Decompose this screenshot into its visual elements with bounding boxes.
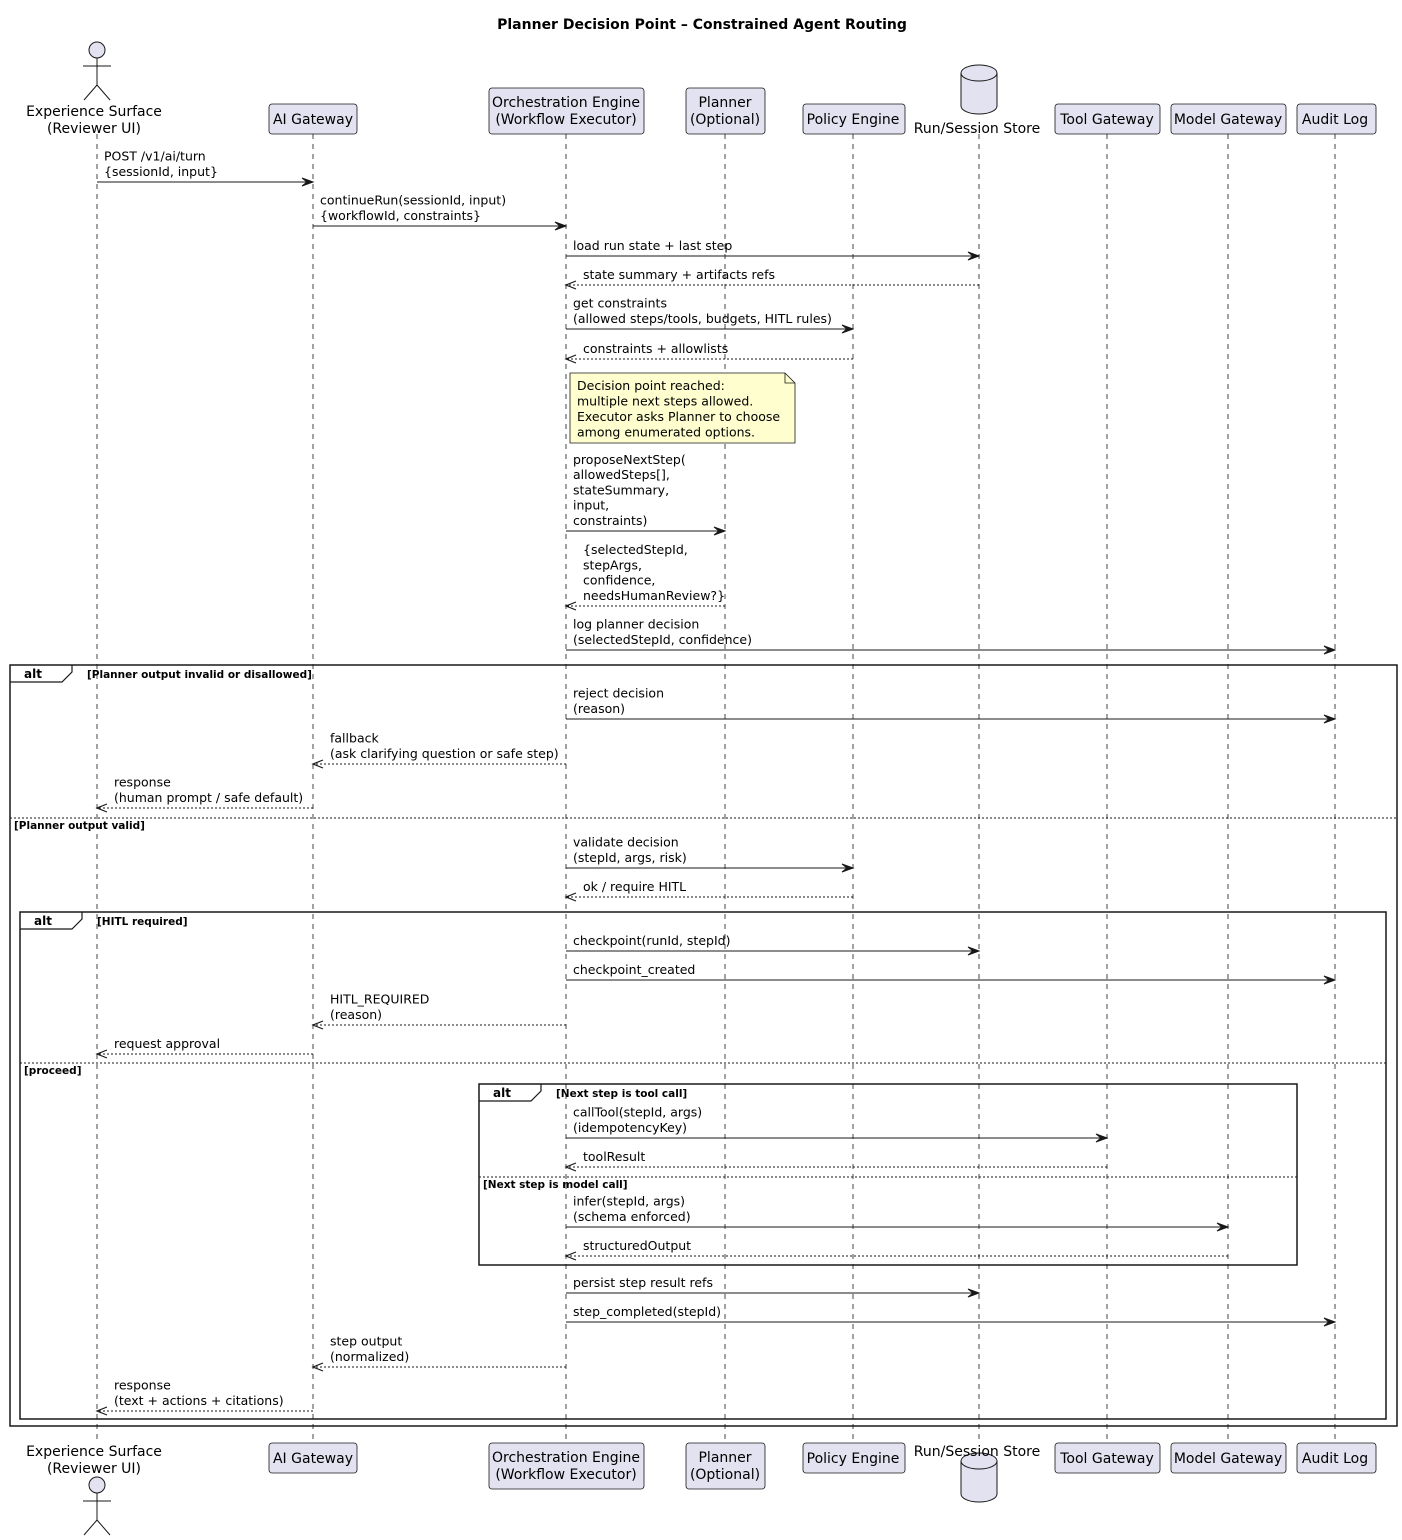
message-10 <box>313 731 566 768</box>
participant-label: Orchestration Engine <box>491 1450 641 1466</box>
participant-label: Model Gateway <box>1173 1451 1283 1467</box>
lifelines <box>97 134 1335 1443</box>
participant-gw-top <box>269 104 357 134</box>
participant-label: Audit Log <box>1301 1451 1369 1467</box>
message-2 <box>566 238 979 260</box>
message-label: reject decision <box>573 685 664 701</box>
message-13 <box>566 879 853 901</box>
message-label: stateSummary, <box>573 482 670 498</box>
message-label: (normalized) <box>330 1349 410 1364</box>
message-label: (idempotencyKey) <box>573 1120 688 1135</box>
message-22 <box>566 1275 979 1297</box>
message-label: get constraints <box>573 295 667 311</box>
message-12 <box>566 835 853 872</box>
fragment-condition: [Next step is tool call] <box>556 1088 688 1100</box>
participant-label: (Workflow Executor) <box>495 1467 637 1483</box>
message-label: (schema enforced) <box>573 1209 691 1224</box>
message-label: proposeNextStep( <box>573 451 686 467</box>
message-label: fallback <box>330 730 379 746</box>
message-label: checkpoint_created <box>573 962 696 977</box>
participant-pol-top <box>803 104 905 134</box>
message-label: constraints) <box>573 513 648 528</box>
message-label: response <box>114 1377 171 1393</box>
arrowhead <box>97 804 107 812</box>
participant-plan-bottom <box>686 1443 765 1489</box>
database-icon-top <box>961 65 997 81</box>
message-4 <box>566 296 853 333</box>
arrowhead <box>97 1050 107 1058</box>
message-18 <box>566 1105 1107 1142</box>
fragment-condition: [HITL required] <box>97 916 188 928</box>
participant-label: (Optional) <box>689 1467 761 1483</box>
message-label: validate decision <box>573 834 679 850</box>
participant-label: Planner <box>698 95 752 111</box>
participant-tool-top <box>1055 104 1160 134</box>
message-label: (ask clarifying question or safe step) <box>330 746 559 761</box>
message-1 <box>313 193 566 230</box>
participant-label: AI Gateway <box>272 1451 354 1467</box>
participant-label: Experience Surface <box>26 1444 162 1460</box>
message-label: (reason) <box>330 1007 383 1022</box>
participant-label: (Reviewer UI) <box>46 1461 142 1477</box>
message-5 <box>566 341 853 363</box>
message-23 <box>566 1304 1335 1326</box>
message-label: structuredOutput <box>583 1238 692 1253</box>
message-14 <box>566 933 979 955</box>
message-20 <box>566 1194 1228 1231</box>
message-label: checkpoint(runId, stepId) <box>573 933 731 948</box>
message-label: constraints + allowlists <box>583 341 729 356</box>
message-label: {workflowId, constraints} <box>320 208 481 223</box>
alt-fragment-1 <box>20 912 1386 1419</box>
message-19 <box>566 1149 1107 1171</box>
participant-orch-bottom <box>489 1443 644 1489</box>
participant-ui-top <box>26 42 162 137</box>
participant-label: Model Gateway <box>1173 112 1283 128</box>
participant-label: (Optional) <box>689 112 761 128</box>
participant-label: Policy Engine <box>806 1451 900 1467</box>
participant-gw-bottom <box>269 1443 357 1473</box>
actor-icon <box>89 1477 105 1493</box>
message-label: log planner decision <box>573 616 700 632</box>
participant-model-top <box>1171 104 1286 134</box>
participant-ui-bottom <box>26 1444 162 1535</box>
message-0 <box>97 149 313 186</box>
participant-tool-bottom <box>1055 1443 1160 1473</box>
message-label: (allowed steps/tools, budgets, HITL rules) <box>573 311 832 326</box>
participant-plan-top <box>686 88 765 134</box>
participant-label: Audit Log <box>1301 112 1369 128</box>
note <box>570 373 795 443</box>
message-label: (selectedStepId, confidence) <box>573 632 752 647</box>
message-label: confidence, <box>583 572 656 588</box>
message-label: (text + actions + citations) <box>114 1393 284 1408</box>
participant-model-bottom <box>1171 1443 1286 1473</box>
message-7 <box>566 542 725 610</box>
message-label: step output <box>330 1333 403 1349</box>
message-11 <box>97 775 313 812</box>
message-label: (human prompt / safe default) <box>114 790 304 805</box>
participant-label: Tool Gateway <box>1060 1451 1154 1467</box>
note-text: among enumerated options. <box>577 424 756 440</box>
participant-label: (Workflow Executor) <box>495 112 637 128</box>
participant-label: Run/Session Store <box>913 1444 1041 1460</box>
arrowhead <box>97 1407 107 1415</box>
message-3 <box>566 267 979 289</box>
participant-label: AI Gateway <box>272 112 354 128</box>
participant-pol-bottom <box>803 1443 905 1473</box>
message-16 <box>313 992 566 1029</box>
message-label: request approval <box>114 1036 221 1051</box>
message-label: infer(stepId, args) <box>573 1193 686 1209</box>
participant-label: (Reviewer UI) <box>46 121 142 137</box>
message-9 <box>566 686 1335 723</box>
participant-orch-top <box>489 88 644 134</box>
message-label: state summary + artifacts refs <box>583 267 776 282</box>
fragment-condition: [Planner output invalid or disallowed] <box>87 669 312 681</box>
message-label: allowedSteps[], <box>573 467 670 483</box>
message-8 <box>566 617 1335 654</box>
participant-label: Planner <box>698 1450 752 1466</box>
participant-label: Tool Gateway <box>1060 112 1154 128</box>
message-24 <box>313 1334 566 1371</box>
message-label: (reason) <box>573 701 626 716</box>
fragment-else-condition: [Planner output valid] <box>14 820 145 832</box>
participant-audit-top <box>1297 104 1376 134</box>
message-label: step_completed(stepId) <box>573 1304 722 1319</box>
actor-leg <box>84 85 97 100</box>
message-label: needsHumanReview?} <box>583 588 726 603</box>
message-15 <box>566 962 1335 984</box>
messages <box>97 149 1335 1415</box>
message-label: toolResult <box>583 1149 646 1164</box>
participant-label: Orchestration Engine <box>491 95 641 111</box>
fragment-tag: alt <box>34 914 52 928</box>
actor-leg <box>97 1520 110 1535</box>
message-label: {selectedStepId, <box>583 542 688 558</box>
actor-leg <box>84 1520 97 1535</box>
fragment-frame <box>20 912 1386 1419</box>
message-label: (stepId, args, risk) <box>573 850 687 865</box>
message-17 <box>97 1036 313 1058</box>
diagram-title: Planner Decision Point – Constrained Agent Routing <box>497 17 907 33</box>
message-label: response <box>114 774 171 790</box>
message-label: HITL_REQUIRED <box>330 991 430 1007</box>
message-label: callTool(stepId, args) <box>573 1104 703 1120</box>
message-label: load run state + last step <box>573 238 733 253</box>
participant-store-bottom <box>914 1444 1040 1502</box>
participant-audit-bottom <box>1297 1443 1376 1473</box>
note-text: multiple next steps allowed. <box>577 393 754 409</box>
participant-label: Policy Engine <box>806 112 900 128</box>
message-label: continueRun(sessionId, input) <box>320 192 507 208</box>
participant-store-top <box>914 65 1040 137</box>
participant-label: Experience Surface <box>26 104 162 120</box>
message-25 <box>97 1378 313 1415</box>
message-label: stepArgs, <box>583 557 642 573</box>
note-text: Decision point reached: <box>577 378 725 393</box>
actor-icon <box>89 42 105 58</box>
actor-leg <box>97 85 110 100</box>
message-label: persist step result refs <box>573 1275 713 1290</box>
fragment-tag: alt <box>493 1086 511 1100</box>
message-label: POST /v1/ai/turn <box>104 148 206 164</box>
fragment-else-condition: [proceed] <box>24 1065 82 1077</box>
fragment-tag: alt <box>24 667 42 681</box>
message-6 <box>566 452 725 535</box>
fragment-else-condition: [Next step is model call] <box>483 1179 628 1191</box>
message-21 <box>566 1238 1228 1260</box>
message-label: {sessionId, input} <box>104 164 218 179</box>
message-label: input, <box>573 497 610 513</box>
message-label: ok / require HITL <box>583 879 687 894</box>
participant-label: Run/Session Store <box>913 121 1041 137</box>
note-text: Executor asks Planner to choose <box>577 409 781 424</box>
